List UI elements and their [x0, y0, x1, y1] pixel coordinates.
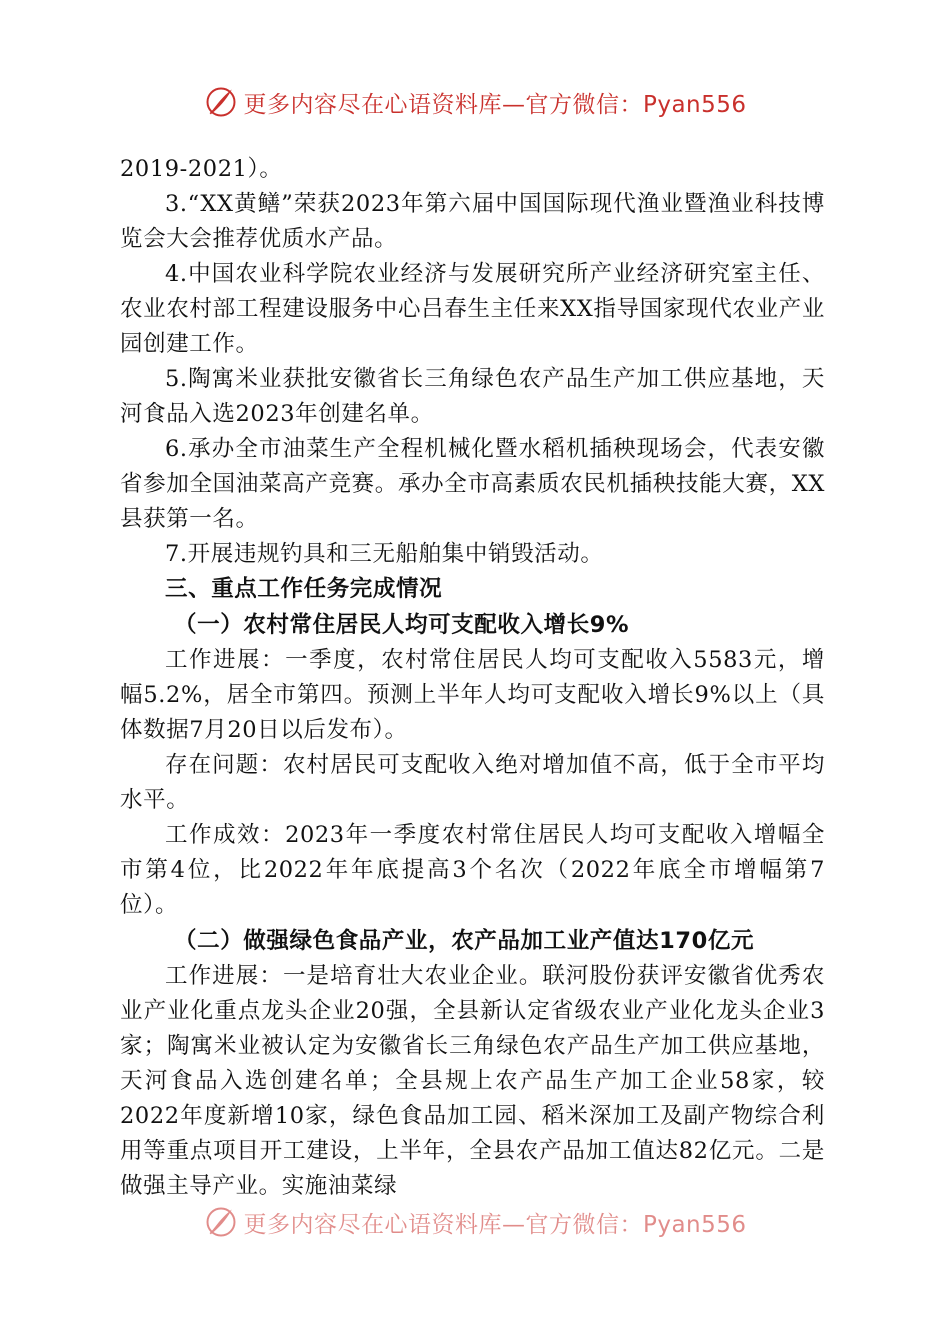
paragraph-results-1: 工作成效：2023年一季度农村常住居民人均可支配收入增幅全市第4位，比2022年年底提高3个名次（2022年底全市增幅第7位）。 — [120, 822, 825, 918]
watermark-text: 更多内容尽在心语资料库—官方微信：Pyan556 — [243, 1211, 747, 1238]
paragraph-item-5: 5.陶寓米业获批安徽省长三角绿色农产品生产加工供应基地，天河食品入选2023年创建名单。 — [120, 366, 825, 427]
paragraph-item-4: 4.中国农业科学院农业经济与发展研究所产业经济研究室主任、农业农村部工程建设服务中心吕春生主任来XX指导国家现代农业产业园创建工作。 — [120, 261, 825, 357]
quill-pen-logo-icon — [203, 84, 239, 120]
paragraph-item-7: 7.开展违规钓具和三无船舶集中销毁活动。 — [165, 541, 604, 567]
watermark-header — [0, 82, 950, 122]
watermark-text: 更多内容尽在心语资料库—官方微信：Pyan556 — [243, 91, 747, 118]
section-heading-3: 三、重点工作任务完成情况 — [165, 576, 443, 602]
paragraph-continued: 2019-2021）。 — [120, 156, 283, 182]
paragraph-progress-1: 工作进展：一季度，农村常住居民人均可支配收入5583元，增幅5.2%，居全市第四。预测上半年人均可支配收入增长9%以上（具体数据7月20日以后发布）。 — [120, 647, 825, 743]
quill-pen-logo-icon — [203, 1204, 239, 1240]
paragraph-item-6: 6.承办全市油菜生产全程机械化暨水稻机插秧现场会，代表安徽省参加全国油菜高产竞赛。承办全市高素质农民机插秧技能大赛，XX县获第一名。 — [120, 436, 825, 532]
paragraph-progress-2: 工作进展：一是培育壮大农业企业。联河股份获评安徽省优秀农业产业化重点龙头企业20强，全县新认定省级农业产业化龙头企业3家；陶寓米业被认定为安徽省长三角绿色农产品生产加工供应基地，天河食品入选创建名单；全县规上农产品生产加工企业58家，较2022年度新增10家，绿色食品加工园、稻米深加工及副产物综合利用等重点项目开工建设，上半年，全县农产品加工值达82亿元。二是做强主导产业。实施油菜绿 — [120, 963, 825, 1199]
paragraph-issues-1: 存在问题：农村居民可支配收入绝对增加值不高，低于全市平均水平。 — [120, 752, 825, 813]
paragraph-item-3: 3.“XX黄鳝”荣获2023年第六届中国国际现代渔业暨渔业科技博览会大会推荐优质水产品。 — [120, 191, 825, 252]
document-body — [120, 152, 825, 1204]
watermark-footer — [0, 1202, 950, 1242]
subsection-heading-2: （二）做强绿色食品产业，农产品加工业产值达170亿元 — [174, 928, 755, 954]
subsection-heading-1: （一）农村常住居民人均可支配收入增长9% — [174, 612, 630, 638]
